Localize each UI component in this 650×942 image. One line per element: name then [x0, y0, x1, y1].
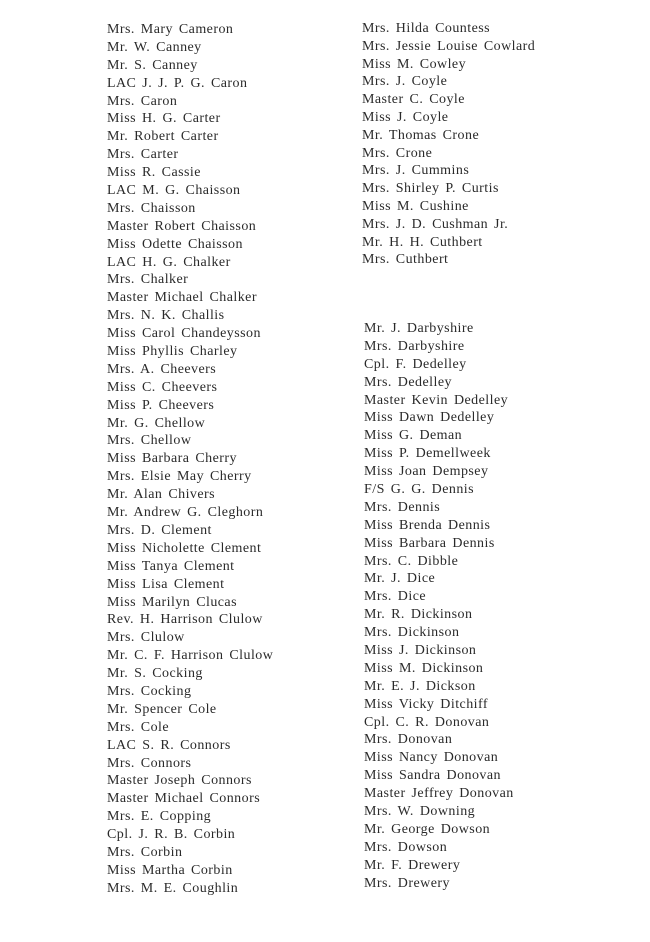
list-item: Mrs. Jessie Louise Cowlard [362, 38, 536, 54]
list-item: Mrs. A. Cheevers [107, 361, 217, 377]
name-list-right-column-c [362, 20, 647, 269]
list-item: Master Michael Chalker [107, 290, 257, 306]
list-item: LAC J. J. P. G. Caron [107, 75, 248, 91]
list-item: Miss Lisa Clement [107, 576, 225, 592]
list-item: LAC M. G. Chaisson [107, 183, 241, 199]
list-item: Mrs. Crone [362, 145, 433, 161]
list-item: Mrs. Chaisson [107, 200, 196, 216]
list-item: Miss Nancy Donovan [364, 750, 499, 766]
list-item: Mrs. Shirley P. Curtis [362, 181, 499, 197]
list-item: Mr. C. F. Harrison Clulow [107, 648, 274, 664]
list-item: Mrs. J. D. Cushman Jr. [362, 216, 509, 232]
list-item: Mrs. Caron [107, 93, 178, 109]
list-item: Mrs. D. Clement [107, 522, 212, 538]
list-item: Mrs. W. Downing [364, 804, 476, 820]
list-item: Miss P. Cheevers [107, 397, 215, 413]
list-item: Miss Martha Corbin [107, 862, 233, 878]
list-item: Cpl. C. R. Donovan [364, 714, 490, 730]
list-item: Mr. Robert Carter [107, 129, 219, 145]
list-item: Master Michael Connors [107, 791, 261, 807]
list-item: Mrs. N. K. Challis [107, 308, 225, 324]
list-item: Master Joseph Connors [107, 773, 252, 789]
list-item: Miss J. Dickinson [364, 643, 477, 659]
list-item: Master Jeffrey Donovan [364, 786, 514, 802]
list-item: Mr. F. Drewery [364, 857, 461, 873]
list-item: Mr. R. Dickinson [364, 607, 473, 623]
list-item: Miss M. Cowley [362, 56, 467, 72]
list-item: Mrs. Carter [107, 147, 179, 163]
list-item: Mr. G. Chellow [107, 415, 206, 431]
list-item: Master Kevin Dedelley [364, 392, 509, 408]
list-item: Mrs. J. Coyle [362, 74, 448, 90]
list-item: Miss Tanya Clement [107, 558, 235, 574]
list-item: Rev. H. Harrison Clulow [107, 612, 263, 628]
name-list-left-column [107, 21, 352, 898]
list-item: Mrs. Elsie May Cherry [107, 469, 252, 485]
list-item: Miss Sandra Donovan [364, 768, 501, 784]
list-item: Mrs. Darbyshire [364, 338, 465, 354]
list-item: Mr. Alan Chivers [107, 487, 216, 503]
list-item: Mrs. Dennis [364, 499, 441, 515]
list-item: LAC S. R. Connors [107, 737, 231, 753]
list-item: LAC H. G. Chalker [107, 254, 231, 270]
list-item: Mr. George Dowson [364, 821, 491, 837]
list-item: Miss R. Cassie [107, 165, 201, 181]
list-item: Miss H. G. Carter [107, 111, 221, 127]
list-item: Mr. Thomas Crone [362, 127, 480, 143]
list-item: Mrs. Dickinson [364, 625, 460, 641]
list-item: Mrs. Clulow [107, 630, 185, 646]
list-item: Mrs. C. Dibble [364, 553, 459, 569]
list-item: Mr. Spencer Cole [107, 701, 217, 717]
list-item: Mr. S. Canney [107, 57, 198, 73]
list-item: Miss P. Demellweek [364, 446, 491, 462]
list-item: Miss Vicky Ditchiff [364, 696, 488, 712]
list-item: Mr. Andrew G. Cleghorn [107, 505, 264, 521]
list-item: Mr. S. Cocking [107, 666, 203, 682]
list-item: Mrs. Donovan [364, 732, 453, 748]
name-list-right-column-d [364, 320, 649, 893]
list-item: Miss Barbara Cherry [107, 451, 237, 467]
list-item: Mrs. Cole [107, 719, 170, 735]
list-item: Cpl. F. Dedelley [364, 356, 467, 372]
list-item: F/S G. G. Dennis [364, 482, 475, 498]
list-item: Mrs. Dowson [364, 839, 448, 855]
list-item: Mr. W. Canney [107, 39, 202, 55]
list-item: Miss Phyllis Charley [107, 344, 238, 360]
list-item: Mrs. Drewery [364, 875, 450, 891]
list-item: Miss Marilyn Clucas [107, 594, 237, 610]
list-item: Mrs. Mary Cameron [107, 22, 234, 37]
list-item: Mrs. Chalker [107, 272, 189, 288]
list-item: Miss Joan Dempsey [364, 464, 489, 480]
list-item: Mr. J. Darbyshire [364, 321, 474, 336]
list-item: Miss M. Cushine [362, 198, 469, 214]
list-item: Mrs. Dedelley [364, 374, 452, 390]
list-item: Mrs. Chellow [107, 433, 192, 449]
list-item: Miss G. Deman [364, 428, 463, 444]
list-item: Master C. Coyle [362, 92, 465, 108]
list-item: Miss M. Dickinson [364, 660, 484, 676]
list-item: Master Robert Chaisson [107, 218, 257, 234]
list-item: Miss Nicholette Clement [107, 540, 262, 556]
list-item: Miss J. Coyle [362, 109, 449, 125]
list-item: Mrs. Hilda Countess [362, 21, 491, 36]
list-item: Mr. J. Dice [364, 571, 436, 587]
list-item: Mrs. Cocking [107, 683, 192, 699]
list-item: Mr. E. J. Dickson [364, 678, 476, 694]
list-item: Miss Odette Chaisson [107, 236, 243, 252]
list-item: Mrs. M. E. Coughlin [107, 880, 239, 896]
list-item: Mrs. J. Cummins [362, 163, 470, 179]
list-item: Miss Brenda Dennis [364, 517, 491, 533]
list-item: Cpl. J. R. B. Corbin [107, 827, 236, 843]
list-item: Mrs. Dice [364, 589, 427, 605]
list-item: Mrs. Connors [107, 755, 192, 771]
list-item: Miss Dawn Dedelley [364, 410, 495, 426]
list-item: Mrs. E. Copping [107, 809, 212, 825]
list-item: Miss C. Cheevers [107, 379, 218, 395]
list-item: Miss Barbara Dennis [364, 535, 495, 551]
list-item: Mrs. Cuthbert [362, 252, 449, 268]
list-item: Mrs. Corbin [107, 844, 183, 860]
list-item: Miss Carol Chandeysson [107, 326, 261, 342]
list-item: Mr. H. H. Cuthbert [362, 234, 483, 250]
